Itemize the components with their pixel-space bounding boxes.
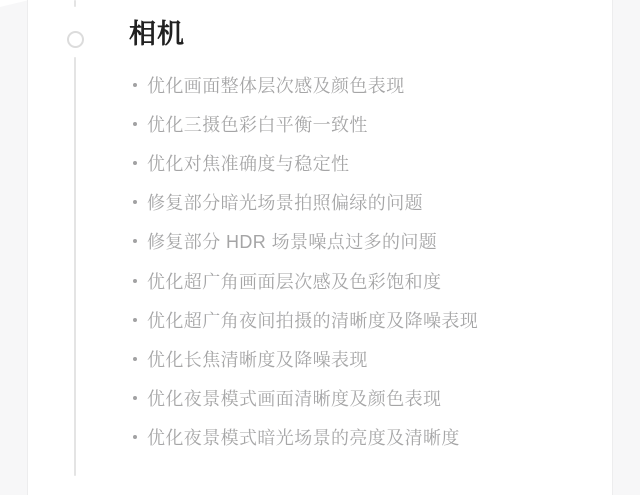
list-item-text: 修复部分 HDR 场景噪点过多的问题	[147, 232, 438, 253]
changelog-list	[129, 65, 592, 457]
list-item	[129, 300, 592, 339]
list-item	[129, 418, 592, 457]
list-item	[129, 183, 592, 222]
list-item	[129, 65, 592, 104]
list-item-text: 优化对焦准确度与稳定性	[147, 153, 350, 174]
bullet-icon	[133, 239, 137, 243]
bullet-icon	[133, 357, 137, 361]
list-item-text: 优化长焦清晰度及降噪表现	[147, 349, 368, 370]
timeline-node-circle-icon	[67, 31, 84, 48]
changelog-section	[129, 0, 592, 457]
bullet-icon	[133, 161, 137, 165]
bullet-icon	[133, 279, 137, 283]
list-item-text: 优化超广角画面层次感及色彩饱和度	[147, 271, 442, 292]
changelog-card	[27, 0, 613, 495]
timeline-line-top	[74, 0, 76, 7]
corner-notch	[0, 0, 29, 7]
list-item	[129, 222, 592, 261]
list-item-text: 优化夜景模式暗光场景的亮度及清晰度	[147, 428, 460, 449]
list-item	[129, 143, 592, 182]
bullet-icon	[133, 122, 137, 126]
list-item	[129, 261, 592, 300]
section-title: 相机	[129, 19, 185, 49]
timeline-line-bottom	[74, 57, 76, 476]
list-item-text: 优化超广角夜间拍摄的清晰度及降噪表现	[147, 310, 479, 331]
list-item	[129, 339, 592, 378]
list-item-text: 修复部分暗光场景拍照偏绿的问题	[147, 193, 423, 214]
bullet-icon	[133, 83, 137, 87]
list-item-text: 优化三摄色彩白平衡一致性	[147, 114, 368, 135]
bullet-icon	[133, 435, 137, 439]
bullet-icon	[133, 200, 137, 204]
bullet-icon	[133, 396, 137, 400]
bullet-icon	[133, 318, 137, 322]
list-item-text: 优化画面整体层次感及颜色表现	[147, 75, 405, 96]
list-item	[129, 104, 592, 143]
list-item	[129, 379, 592, 418]
list-item-text: 优化夜景模式画面清晰度及颜色表现	[147, 389, 442, 410]
